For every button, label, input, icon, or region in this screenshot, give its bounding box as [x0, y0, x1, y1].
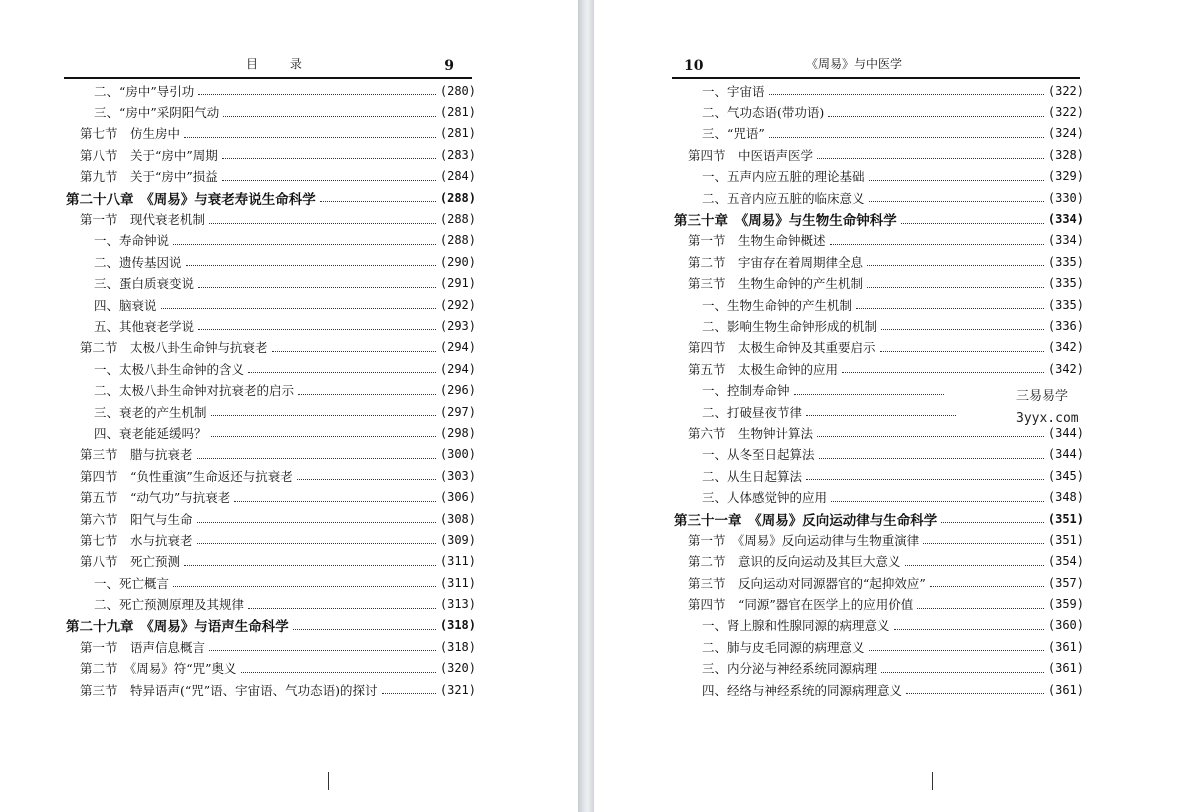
toc-entry-page: (284) — [439, 169, 476, 184]
toc-entry-page: (361) — [1047, 639, 1084, 654]
toc-leader-dots — [298, 394, 436, 395]
toc-subsection-entry — [64, 80, 476, 101]
right-header-title: 《周易》与中医学 — [806, 57, 903, 71]
toc-leader-dots — [222, 180, 436, 181]
watermark-name: 三易易学 — [1016, 389, 1069, 404]
toc-entry-page: (336) — [1047, 318, 1084, 333]
toc-leader-dots — [382, 693, 436, 694]
right-page-header — [674, 50, 1079, 76]
toc-entry-title: 二、死亡预测原理及其规律 — [94, 597, 245, 613]
toc-leader-dots — [881, 672, 1044, 673]
toc-leader-dots — [867, 287, 1044, 288]
toc-subsection-entry — [672, 679, 1084, 700]
toc-entry-title: 第四节 太极生命钟及其重要启示 — [688, 340, 876, 356]
toc-entry-page: (290) — [439, 254, 476, 269]
toc-entry-page: (318) — [439, 639, 476, 654]
watermark-domain: 3yyx.com — [1016, 411, 1079, 426]
toc-entry-page: (335) — [1047, 297, 1084, 312]
toc-leader-dots — [828, 116, 1044, 117]
toc-entry-title: 一、死亡概言 — [94, 575, 170, 591]
left-page-header — [66, 50, 472, 76]
toc-entry-title: 三、人体感觉钟的应用 — [702, 490, 828, 506]
toc-section-entry — [64, 529, 476, 550]
toc-leader-dots — [186, 265, 436, 266]
toc-entry-page: (311) — [439, 554, 476, 569]
toc-entry-title: 五、其他衰老学说 — [94, 318, 195, 334]
toc-entry-page: (292) — [439, 297, 476, 312]
toc-entry-title: 第二十九章 《周易》与语声生命科学 — [66, 619, 289, 636]
toc-leader-dots — [297, 479, 436, 480]
toc-leader-dots — [198, 329, 436, 330]
toc-entry-title: 第七节 水与抗衰老 — [80, 532, 193, 548]
toc-entry-page: (342) — [1047, 361, 1084, 376]
toc-leader-dots — [184, 137, 436, 138]
toc-leader-dots — [819, 458, 1044, 459]
toc-subsection-entry — [672, 101, 1084, 122]
toc-entry-page: (288) — [439, 212, 476, 227]
toc-entry-page: (351) — [1047, 532, 1084, 547]
toc-entry-title: 二、影响生物生命钟形成的机制 — [702, 318, 878, 334]
toc-leader-dots — [901, 223, 1044, 224]
toc-leader-dots — [222, 158, 436, 159]
toc-entry-title: 第五节 “动气功”与抗衰老 — [80, 490, 231, 506]
toc-leader-dots — [241, 672, 436, 673]
toc-entry-page: (321) — [439, 682, 476, 697]
toc-entry-title: 第四节 “同源”器官在医学上的应用价值 — [688, 597, 914, 613]
left-header-title: 目 录 — [246, 57, 316, 71]
toc-leader-dots — [923, 543, 1044, 544]
toc-entry-page: (313) — [439, 597, 476, 612]
toc-leader-dots — [867, 265, 1044, 266]
toc-entry-page: (318) — [439, 618, 476, 633]
toc-subsection-entry — [64, 422, 476, 443]
toc-entry-title: 第二节 《周易》符“咒”奥义 — [80, 661, 237, 677]
toc-entry-title: 第九节 关于“房中”损益 — [80, 169, 218, 185]
toc-leader-dots — [830, 244, 1044, 245]
toc-entry-title: 二、遗传基因说 — [94, 254, 182, 270]
toc-section-entry — [64, 208, 476, 229]
toc-entry-page: (361) — [1047, 661, 1084, 676]
toc-section-entry — [672, 358, 1084, 379]
toc-entry-page: (308) — [439, 511, 476, 526]
toc-chapter-entry — [672, 208, 1084, 229]
toc-leader-dots — [806, 479, 1044, 480]
toc-subsection-entry — [64, 273, 476, 294]
toc-entry-title: 二、五音内应五脏的临床意义 — [702, 190, 865, 206]
toc-leader-dots — [173, 586, 436, 587]
toc-section-entry — [64, 658, 476, 679]
toc-entry-page: (348) — [1047, 490, 1084, 505]
toc-entry-page: (281) — [439, 126, 476, 141]
toc-entry-page: (344) — [1047, 447, 1084, 462]
toc-chapter-entry — [64, 615, 476, 636]
toc-entry-title: 第三节 生物生命钟的产生机制 — [688, 276, 864, 292]
toc-section-entry — [64, 166, 476, 187]
toc-section-entry — [64, 337, 476, 358]
toc-leader-dots — [272, 351, 436, 352]
toc-leader-dots — [856, 308, 1044, 309]
left-header-rule — [64, 77, 472, 79]
toc-section-entry — [672, 230, 1084, 251]
toc-subsection-entry — [672, 294, 1084, 315]
toc-leader-dots — [173, 244, 436, 245]
toc-entry-title: 第八节 死亡预测 — [80, 554, 181, 570]
toc-leader-dots — [881, 329, 1044, 330]
toc-section-entry — [64, 444, 476, 465]
toc-entry-title: 第六节 生物钟计算法 — [688, 425, 814, 441]
toc-entry-title: 第一节 生物生命钟概述 — [688, 233, 826, 249]
toc-entry-page: (294) — [439, 361, 476, 376]
toc-entry-title: 二、打破昼夜节律 — [702, 404, 803, 420]
toc-leader-dots — [248, 372, 436, 373]
toc-chapter-entry — [64, 187, 476, 208]
toc-subsection-entry — [672, 123, 1084, 144]
toc-entry-page: (324) — [1047, 126, 1084, 141]
toc-subsection-entry — [672, 444, 1084, 465]
toc-subsection-entry — [672, 315, 1084, 336]
toc-entry-page: (300) — [439, 447, 476, 462]
toc-leader-dots — [842, 372, 1044, 373]
toc-entry-page: (328) — [1047, 147, 1084, 162]
toc-leader-dots — [184, 565, 436, 566]
toc-entry-title: 第四节 “负性重演”生命返还与抗衰老 — [80, 468, 293, 484]
toc-entry-title: 三、衰老的产生机制 — [94, 404, 207, 420]
toc-entry-page: (361) — [1047, 682, 1084, 697]
toc-entry-page: (345) — [1047, 468, 1084, 483]
toc-section-entry — [672, 529, 1084, 550]
right-header-page-number: 10 — [684, 58, 704, 74]
left-page — [0, 0, 578, 812]
toc-entry-page: (322) — [1047, 83, 1084, 98]
toc-subsection-entry — [64, 593, 476, 614]
toc-entry-title: 第三节 反向运动对同源器官的“起抑效应” — [688, 575, 926, 591]
toc-entry-title: 第三节 特异语声(“咒”语、宇宙语、气功态语)的探讨 — [80, 682, 378, 698]
toc-entry-title: 二、肺与皮毛同源的病理意义 — [702, 639, 865, 655]
toc-entry-page: (288) — [439, 233, 476, 248]
toc-section-entry — [64, 486, 476, 507]
toc-entry-page: (357) — [1047, 575, 1084, 590]
toc-entry-title: 第一节 语声信息概言 — [80, 639, 206, 655]
toc-leader-dots — [869, 180, 1044, 181]
toc-entry-title: 第八节 关于“房中”周期 — [80, 147, 218, 163]
toc-entry-title: 第五节 太极生命钟的应用 — [688, 361, 839, 377]
toc-leader-dots — [320, 201, 436, 202]
toc-entry-page: (335) — [1047, 276, 1084, 291]
left-header-page-number: 9 — [444, 58, 454, 74]
toc-entry-page: (329) — [1047, 169, 1084, 184]
toc-entry-page: (342) — [1047, 340, 1084, 355]
toc-entry-page: (334) — [1047, 233, 1084, 248]
toc-entry-title: 二、“房中”导引功 — [94, 83, 195, 99]
toc-entry-page: (298) — [439, 425, 476, 440]
toc-section-entry — [672, 144, 1084, 165]
toc-subsection-entry — [64, 230, 476, 251]
toc-entry-title: 一、控制寿命钟 — [702, 383, 790, 399]
toc-entry-page: (320) — [439, 661, 476, 676]
toc-entry-title: 第一节 现代衰老机制 — [80, 212, 206, 228]
toc-entry-page: (280) — [439, 83, 476, 98]
toc-entry-title: 第三节 腊与抗衰老 — [80, 447, 193, 463]
toc-section-entry — [672, 251, 1084, 272]
toc-subsection-entry — [672, 486, 1084, 507]
toc-entry-page: (296) — [439, 383, 476, 398]
toc-entry-title: 三、“咒语” — [702, 126, 765, 142]
toc-entry-title: 第四节 中医语声医学 — [688, 147, 814, 163]
toc-leader-dots — [806, 415, 956, 416]
toc-leader-dots — [209, 650, 436, 651]
toc-subsection-entry — [672, 187, 1084, 208]
toc-entry-title: 四、脑衰说 — [94, 297, 157, 313]
toc-entry-title: 一、生物生命钟的产生机制 — [702, 297, 853, 313]
toc-leader-dots — [880, 351, 1044, 352]
toc-entry-title: 二、太极八卦生命钟对抗衰老的启示 — [94, 383, 295, 399]
toc-entry-page: (311) — [439, 575, 476, 590]
toc-entry-page: (322) — [1047, 105, 1084, 120]
toc-entry-page: (309) — [439, 532, 476, 547]
toc-entry-page: (334) — [1047, 212, 1084, 227]
toc-leader-dots — [197, 522, 436, 523]
toc-leader-dots — [293, 629, 436, 630]
toc-entry-page: (297) — [439, 404, 476, 419]
toc-leader-dots — [869, 650, 1044, 651]
toc-entry-title: 四、经络与神经系统的同源病理意义 — [702, 682, 903, 698]
toc-entry-title: 三、蛋白质衰变说 — [94, 276, 195, 292]
toc-section-entry — [64, 636, 476, 657]
toc-leader-dots — [769, 94, 1044, 95]
toc-section-entry — [672, 593, 1084, 614]
toc-subsection-entry — [672, 658, 1084, 679]
toc-leader-dots — [941, 522, 1044, 523]
toc-leader-dots — [223, 116, 436, 117]
toc-leader-dots — [198, 94, 436, 95]
toc-entry-title: 第三十一章 《周易》反向运动律与生命科学 — [674, 512, 938, 529]
toc-entry-title: 第六节 阳气与生命 — [80, 511, 193, 527]
toc-leader-dots — [831, 501, 1044, 502]
left-toc-list — [64, 80, 476, 700]
toc-subsection-entry — [64, 294, 476, 315]
toc-subsection-entry — [64, 379, 476, 400]
toc-subsection-entry — [64, 251, 476, 272]
toc-section-entry — [64, 123, 476, 144]
toc-entry-page: (288) — [439, 190, 476, 205]
toc-subsection-entry — [64, 315, 476, 336]
toc-entry-title: 第二节 太极八卦生命钟与抗衰老 — [80, 340, 268, 356]
right-header-rule — [672, 77, 1080, 79]
toc-entry-title: 一、太极八卦生命钟的含义 — [94, 361, 245, 377]
left-footer-mark — [328, 772, 329, 790]
right-footer-mark — [932, 772, 933, 790]
toc-leader-dots — [209, 223, 436, 224]
toc-subsection-entry — [64, 572, 476, 593]
toc-entry-page: (335) — [1047, 254, 1084, 269]
toc-entry-page: (351) — [1047, 511, 1084, 526]
toc-section-entry — [64, 679, 476, 700]
toc-section-entry — [64, 144, 476, 165]
toc-section-entry — [672, 337, 1084, 358]
toc-entry-page: (281) — [439, 105, 476, 120]
toc-subsection-entry — [64, 358, 476, 379]
toc-leader-dots — [769, 137, 1044, 138]
watermark — [1016, 386, 1106, 430]
toc-leader-dots — [794, 394, 944, 395]
toc-entry-title: 第二节 意识的反向运动及其巨大意义 — [688, 554, 901, 570]
toc-entry-page: (344) — [1047, 425, 1084, 440]
toc-leader-dots — [161, 308, 436, 309]
toc-entry-title: 一、从冬至日起算法 — [702, 447, 815, 463]
toc-entry-page: (283) — [439, 147, 476, 162]
toc-entry-page: (354) — [1047, 554, 1084, 569]
toc-subsection-entry — [64, 101, 476, 122]
toc-section-entry — [672, 572, 1084, 593]
toc-entry-page: (306) — [439, 490, 476, 505]
toc-leader-dots — [905, 565, 1044, 566]
toc-entry-title: 第七节 仿生房中 — [80, 126, 181, 142]
toc-entry-page: (359) — [1047, 597, 1084, 612]
toc-entry-title: 三、“房中”采阴阳气动 — [94, 105, 220, 121]
toc-leader-dots — [197, 458, 436, 459]
toc-subsection-entry — [672, 615, 1084, 636]
page-gutter — [578, 0, 594, 812]
toc-entry-title: 二、从生日起算法 — [702, 468, 803, 484]
toc-entry-page: (360) — [1047, 618, 1084, 633]
toc-entry-page: (330) — [1047, 190, 1084, 205]
toc-leader-dots — [869, 201, 1044, 202]
toc-section-entry — [64, 551, 476, 572]
toc-entry-title: 第一节 《周易》反向运动律与生物重演律 — [688, 532, 920, 548]
toc-entry-page: (294) — [439, 340, 476, 355]
toc-entry-title: 一、肾上腺和性腺同源的病理意义 — [702, 618, 890, 634]
toc-subsection-entry — [672, 80, 1084, 101]
toc-leader-dots — [211, 436, 436, 437]
toc-leader-dots — [234, 501, 436, 502]
toc-leader-dots — [817, 436, 1044, 437]
toc-leader-dots — [906, 693, 1044, 694]
toc-subsection-entry — [672, 166, 1084, 187]
toc-section-entry — [64, 465, 476, 486]
toc-subsection-entry — [672, 636, 1084, 657]
toc-leader-dots — [917, 608, 1044, 609]
toc-chapter-entry — [672, 508, 1084, 529]
toc-entry-title: 第二十八章 《周易》与衰老寿说生命科学 — [66, 191, 316, 208]
toc-subsection-entry — [64, 401, 476, 422]
toc-entry-title: 四、衰老能延缓吗？ — [94, 425, 207, 441]
toc-entry-title: 第三十章 《周易》与生物生命钟科学 — [674, 213, 897, 230]
toc-section-entry — [672, 551, 1084, 572]
toc-leader-dots — [248, 608, 436, 609]
toc-section-entry — [672, 273, 1084, 294]
toc-section-entry — [64, 508, 476, 529]
toc-entry-title: 一、宇宙语 — [702, 83, 765, 99]
toc-entry-title: 一、五声内应五脏的理论基础 — [702, 169, 865, 185]
toc-entry-title: 第二节 宇宙存在着周期律全息 — [688, 254, 864, 270]
toc-leader-dots — [894, 629, 1044, 630]
toc-entry-page: (291) — [439, 276, 476, 291]
toc-leader-dots — [211, 415, 436, 416]
toc-leader-dots — [817, 158, 1044, 159]
toc-entry-title: 三、内分泌与神经系统同源病理 — [702, 661, 878, 677]
toc-leader-dots — [930, 586, 1044, 587]
toc-entry-title: 一、寿命钟说 — [94, 233, 170, 249]
toc-entry-page: (303) — [439, 468, 476, 483]
toc-subsection-entry — [672, 465, 1084, 486]
toc-entry-title: 二、气功态语(带功语) — [702, 105, 825, 121]
toc-entry-page: (293) — [439, 318, 476, 333]
toc-leader-dots — [198, 287, 436, 288]
toc-leader-dots — [197, 543, 436, 544]
